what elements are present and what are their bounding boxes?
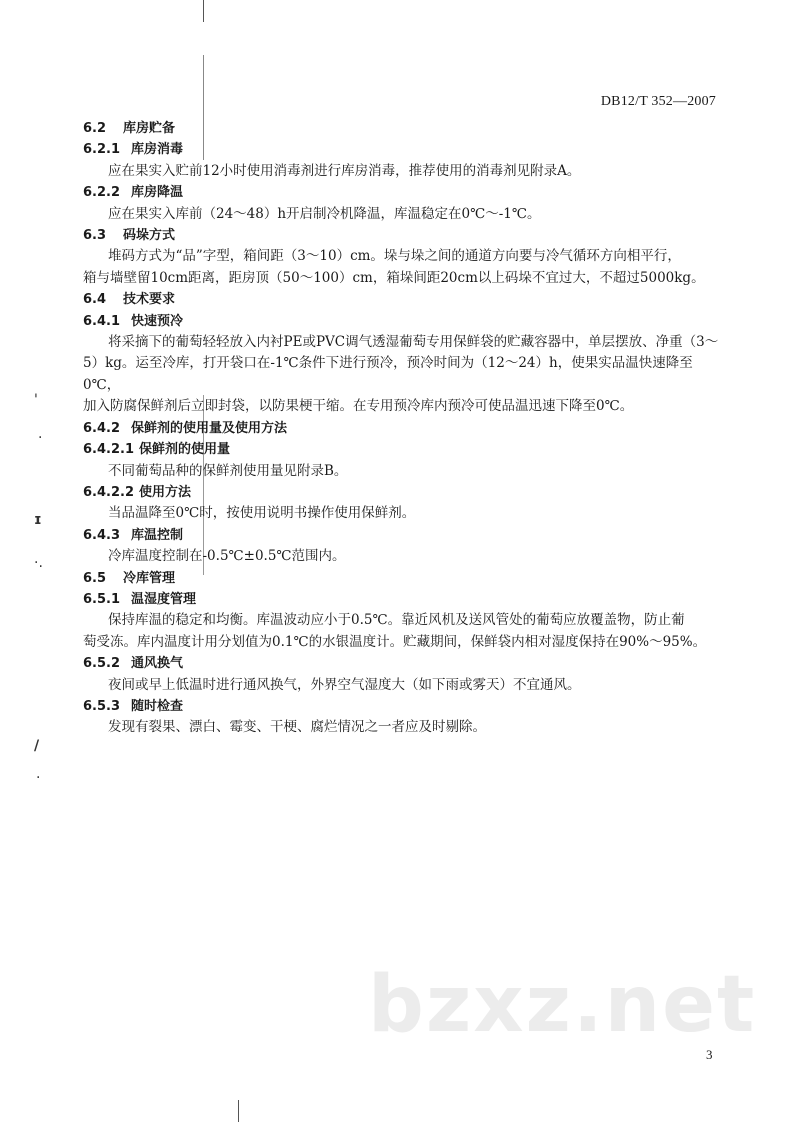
paragraph-line: 应在果实入库前（24～48）h开启制冷机降温，库温稳定在0℃～-1℃。 (108, 205, 541, 222)
scan-artifact-line-top (203, 0, 204, 22)
paragraph-line: 箱与墙壁留10cm距离，距房顶（50～100）cm，箱垛间距20cm以上码垛不宜过大，不超过5000kg。 (83, 269, 705, 286)
section-number: 6.2.2 (83, 185, 121, 201)
section-heading (83, 118, 723, 139)
paragraph-line: 堆码方式为“品”字型，箱间距（3～10）cm。垛与垛之间的通道方向要与冷气循环方向相平行， (108, 248, 681, 265)
paragraph-line: 当品温降至0℃时，按使用说明书操作使用保鲜剂。 (108, 505, 416, 522)
section-number: 6.4.1 (83, 313, 121, 329)
section-number: 6.4.2 (83, 420, 121, 436)
page-number: 3 (706, 1047, 713, 1062)
section-title: 码垛方式 (123, 228, 176, 244)
section-heading (83, 525, 723, 546)
section-heading (83, 225, 723, 246)
section-number: 6.5.3 (83, 698, 121, 714)
section-heading (83, 696, 723, 717)
paragraph-line: 发现有裂果、漂白、霉变、干梗、腐烂情况之一者应及时剔除。 (108, 719, 486, 736)
section-heading (83, 289, 723, 310)
paragraph-line: 5）kg。运至冷库，打开袋口在-1℃条件下进行预冷，预冷时间为（12～24）h，使果实品温快速降至0℃， (83, 355, 693, 393)
margin-mark: ' (34, 392, 38, 408)
paragraph-line: 将采摘下的葡萄轻轻放入内衬PE或PVC调气透湿葡萄专用保鲜袋的贮藏容器中，单层摆放、净重（3～ (108, 334, 719, 351)
section-title: 温湿度管理 (131, 591, 197, 607)
margin-mark: ɪ (34, 512, 42, 528)
standard-code: DB12/T 352—2007 (600, 94, 716, 109)
section-heading (83, 439, 723, 460)
section-number: 6.4 (83, 292, 107, 308)
section-number: 6.2.1 (83, 142, 121, 158)
section-title: 库房贮备 (123, 121, 176, 136)
section-title: 保鲜剂的使用量 (139, 442, 231, 458)
section-heading (83, 139, 723, 160)
margin-mark: · (36, 770, 41, 786)
section-title: 保鲜剂的使用量及使用方法 (131, 420, 288, 436)
section-heading (83, 568, 723, 589)
document-body (83, 118, 723, 739)
paragraph-line: 不同葡萄品种的保鲜剂使用量见附录B。 (108, 462, 348, 479)
section-heading (83, 311, 723, 332)
section-number: 6.4.2.1 (83, 442, 134, 458)
paragraph-line: 加入防腐保鲜剂后立即封袋，以防果梗干缩。在专用预冷库内预冷可使品温迅速下降至0℃。 (83, 398, 634, 415)
section-number: 6.2 (83, 121, 107, 136)
paragraph-line: 保持库温的稳定和均衡。库温波动应小于0.5℃。靠近风机及送风管处的葡萄应放覆盖物，防止葡 (108, 612, 685, 629)
section-title: 库房降温 (131, 185, 184, 201)
scan-artifact-line-bottom (238, 1100, 239, 1122)
section-number: 6.4.2.2 (83, 484, 134, 500)
section-number: 6.4.3 (83, 527, 121, 543)
section-heading (83, 482, 723, 503)
section-title: 库房消毒 (131, 142, 184, 158)
section-title: 快速预冷 (131, 313, 184, 329)
margin-mark: · (38, 430, 43, 446)
section-number: 6.5.1 (83, 591, 121, 607)
section-title: 随时检查 (131, 698, 184, 714)
section-title: 使用方法 (139, 484, 192, 500)
section-heading (83, 418, 723, 439)
section-heading (83, 589, 723, 610)
watermark: bzxz.net (368, 960, 757, 1050)
section-title: 技术要求 (123, 292, 176, 308)
section-title: 库温控制 (131, 527, 184, 543)
margin-mark: ·. (34, 555, 43, 571)
section-number: 6.5 (83, 570, 107, 586)
paragraph-line: 夜间或早上低温时进行通风换气，外界空气湿度大（如下雨或雾天）不宜通风。 (108, 676, 581, 693)
section-title: 通风换气 (131, 656, 184, 672)
section-heading (83, 182, 723, 203)
section-title: 冷库管理 (123, 570, 176, 586)
paragraph-line: 萄受冻。库内温度计用分划值为0.1℃的水银温度计。贮藏期间，保鲜袋内相对湿度保持在90%～95%。 (83, 633, 707, 650)
section-heading (83, 653, 723, 674)
paragraph-line: 应在果实入贮前12小时使用消毒剂进行库房消毒，推荐使用的消毒剂见附录A。 (108, 162, 581, 179)
section-number: 6.5.2 (83, 656, 121, 672)
section-number: 6.3 (83, 228, 107, 244)
paragraph-line: 冷库温度控制在-0.5℃±0.5℃范围内。 (108, 548, 346, 565)
margin-mark: / (34, 738, 40, 754)
